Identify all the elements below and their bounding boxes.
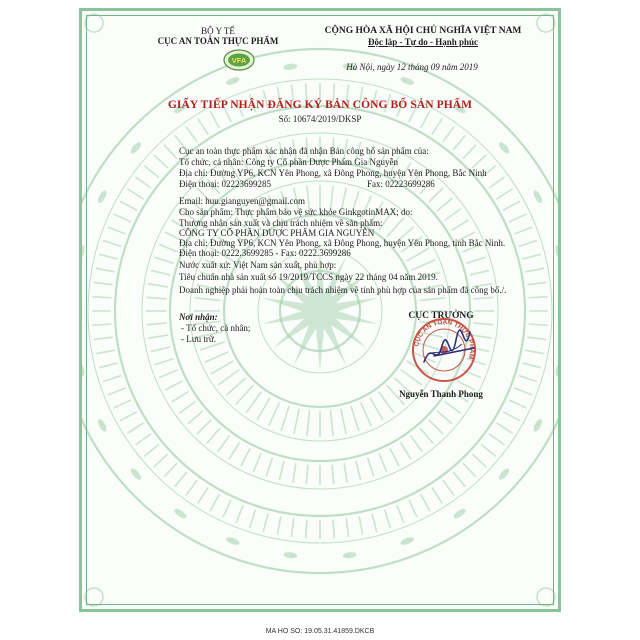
place-date: Hà Nội, ngày 12 tháng 09 năm 2019 <box>346 62 478 72</box>
dossier-code: MA HO SO: 19.05.31.41859.DKCB <box>265 628 375 635</box>
document-title: GIẤY TIẾP NHẬN ĐĂNG KÝ BẢN CÔNG BỐ SẢN PHẨM <box>167 99 473 111</box>
vfa-logo <box>222 48 256 72</box>
agency-name: CỤC AN TOÀN THỰC PHẨM <box>157 36 279 46</box>
body-line-2: Tổ chức, cá nhân: Công ty Cổ phần Dược Phẩm Gia Nguyễn <box>179 157 398 167</box>
republic-name: CỘNG HÒA XÃ HỘI CHỦ NGHĨA VIỆT NAM <box>324 26 522 36</box>
body-standard: Tiêu chuẩn nhà sản xuất số 19/2019/TCCS ngày 22 tháng 04 năm 2019. <box>179 272 438 282</box>
document-number: Số: 10674/2019/DKSP <box>278 114 362 124</box>
seal-text-path: CỤC AN TOÀN THỰC PHẨM <box>413 318 476 360</box>
body-maker-name: CÔNG TY CỔ PHẦN DƯỢC PHẨM GIA NGUYỄN <box>179 228 375 238</box>
body-maker-address: Địa chỉ: Đường YP6, KCN Yên Phong, xã Đông Phong, huyện Yên Phong, tỉnh Bắc Ninh. <box>179 238 506 248</box>
signer-name: Nguyễn Thanh Phong <box>399 389 483 399</box>
body-phone: Điện thoại: 02223699285 <box>179 179 271 189</box>
official-seal <box>404 310 484 390</box>
body-email: Email: huu.gianguyen@gmail.com <box>179 196 306 206</box>
body-product: Cho sản phẩm: Thực phẩm bảo vệ sức khỏe GinkgotinMAX; do: <box>179 207 413 217</box>
body-line-3: Địa chỉ: Đường YP6, KCN Yên Phong, xã Đông Phong, huyện Yên Phong, Bắc Ninh <box>179 168 487 178</box>
ministry-name: BỘ Y TẾ <box>201 26 235 36</box>
recipients-label: Nơi nhận: <box>179 312 218 322</box>
recipient-item: - Lưu trữ. <box>181 334 216 344</box>
national-motto: Độc lập - Tự do - Hạnh phúc <box>367 37 479 47</box>
body-maker-phone: Điện thoại: 0222.3699285 - Fax: 0222.3699286 <box>179 248 351 258</box>
recipient-item: - Tổ chức, cá nhân; <box>181 323 251 333</box>
body-maker-intro: Thương nhân sản xuất và chịu trách nhiệm về sản phẩm: <box>179 218 383 228</box>
body-line-1: Cục an toàn thực phẩm xác nhận đã nhận Bản công bố sản phẩm của: <box>179 146 429 156</box>
body-responsibility: Doanh nghiệp phải hoàn toàn chịu trách nhiệm về tính phù hợp của sản phẩm đã công bố./. <box>179 285 507 295</box>
signer-role: CỤC TRƯỞNG <box>408 311 474 321</box>
body-origin: Nước xuất xứ: Việt Nam sản xuất, phù hợp: <box>179 260 337 270</box>
body-fax: Fax: 02223699286 <box>367 179 435 189</box>
logo-text: VFA <box>231 56 247 65</box>
